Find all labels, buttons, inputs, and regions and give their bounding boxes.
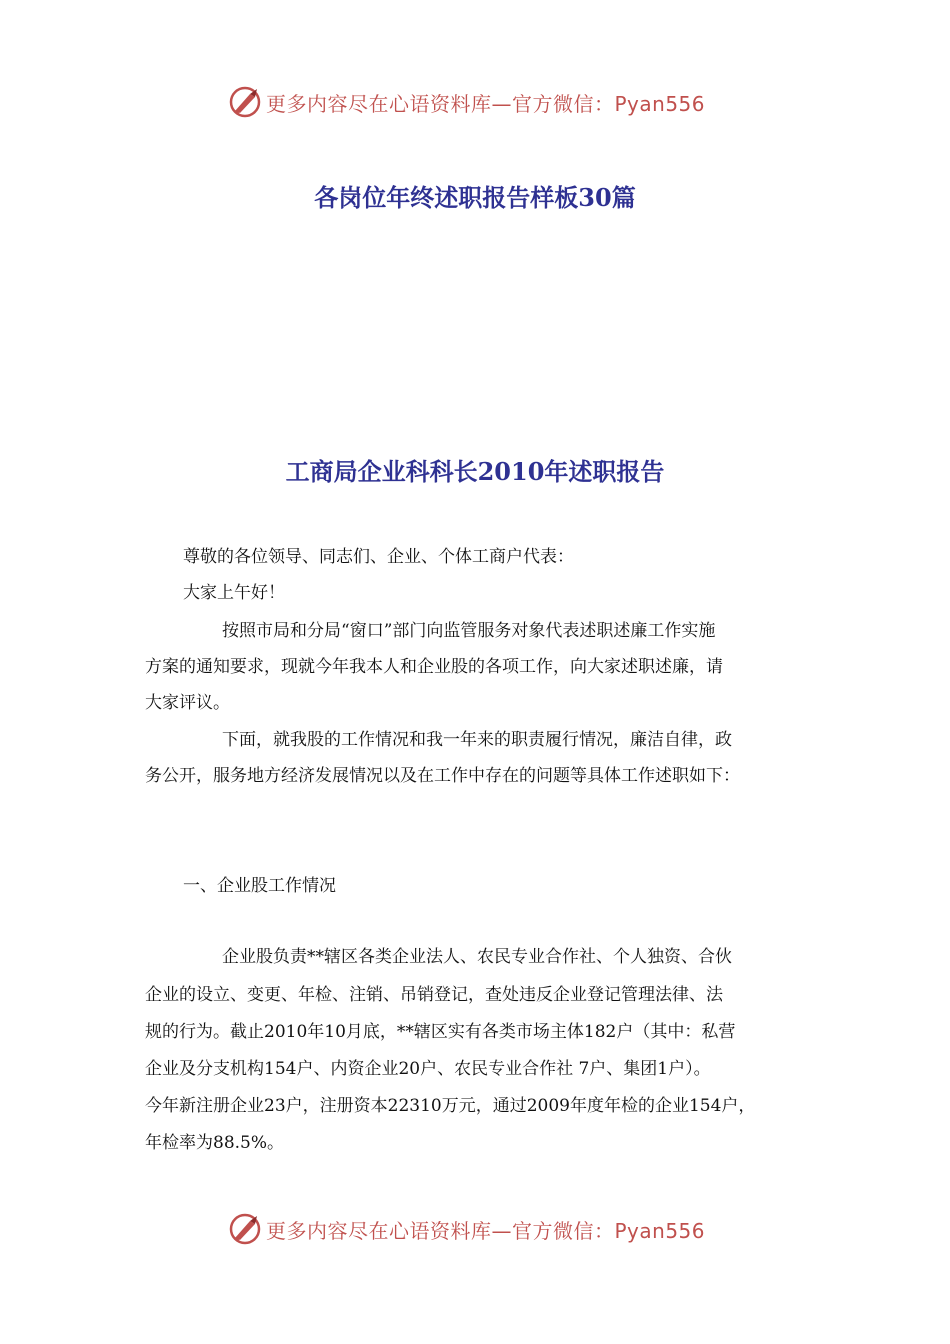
salutation-line: 尊敬的各位领导、同志们、企业、个体工商户代表： bbox=[183, 547, 574, 567]
section-1-heading: 一、企业股工作情况 bbox=[183, 876, 336, 896]
paragraph-3-line: 企业及分支机构154户、内资企业20户、农民专业合作社 7户、集团1户）。 bbox=[145, 1059, 711, 1079]
paragraph-1-line: 大家评议。 bbox=[145, 693, 230, 713]
document-title: 各岗位年终述职报告样板30篇 bbox=[314, 183, 636, 212]
quill-logo-icon bbox=[228, 1212, 262, 1246]
paragraph-3-line: 年检率为88.5%。 bbox=[145, 1133, 285, 1153]
paragraph-3-line: 企业的设立、变更、年检、注销、吊销登记，查处违反企业登记管理法律、法 bbox=[145, 985, 723, 1005]
paragraph-3-line: 今年新注册企业23户，注册资本22310万元，通过2009年度年检的企业154户， bbox=[145, 1096, 756, 1116]
greeting-line: 大家上午好！ bbox=[183, 583, 285, 603]
quill-logo-icon bbox=[228, 85, 262, 119]
paragraph-3-line: 企业股负责**辖区各类企业法人、农民专业合作社、个人独资、合伙 bbox=[222, 947, 732, 967]
watermark-text: 更多内容尽在心语资料库—官方微信：Pyan556 bbox=[266, 91, 706, 116]
paragraph-2-line: 下面，就我股的工作情况和我一年来的职责履行情况，廉洁自律，政 bbox=[222, 730, 732, 750]
paragraph-3-line: 规的行为。截止2010年10月底，**辖区实有各类市场主体182户（其中：私营 bbox=[145, 1022, 736, 1042]
watermark-text: 更多内容尽在心语资料库—官方微信：Pyan556 bbox=[266, 1218, 706, 1243]
footer-watermark bbox=[228, 1209, 748, 1249]
paragraph-1-line: 按照市局和分局“窗口”部门向监管服务对象代表述职述廉工作实施 bbox=[222, 621, 716, 641]
paragraph-1-line: 方案的通知要求，现就今年我本人和企业股的各项工作，向大家述职述廉，请 bbox=[145, 657, 723, 677]
header-watermark bbox=[228, 82, 748, 122]
report-title: 工商局企业科科长2010年述职报告 bbox=[285, 457, 665, 486]
paragraph-2-line: 务公开，服务地方经济发展情况以及在工作中存在的问题等具体工作述职如下： bbox=[145, 766, 740, 786]
